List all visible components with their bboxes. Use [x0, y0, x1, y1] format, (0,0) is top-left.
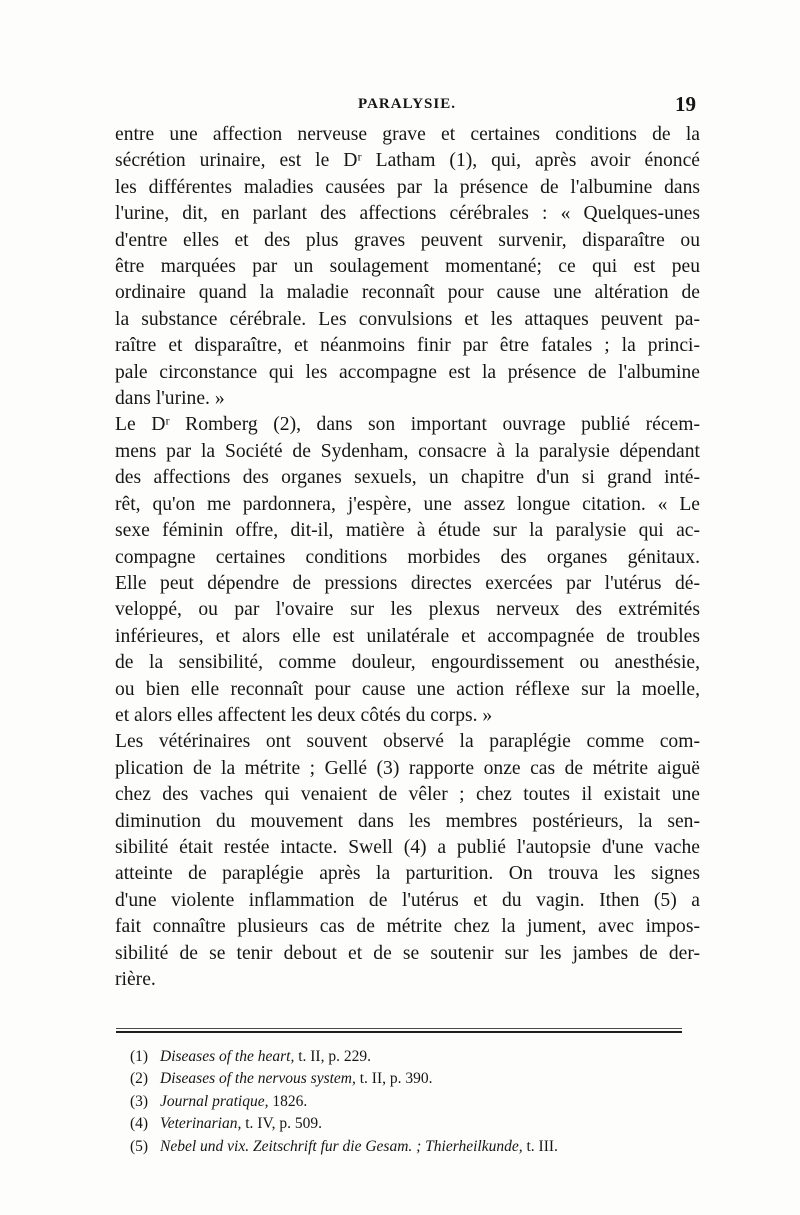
text-line: ou bien elle reconnaît pour cause une action réflexe sur la moelle, [115, 678, 700, 700]
text-line: d'une violente inflammation de l'utérus et du vagin. Ithen (5) a [115, 889, 700, 911]
footnote-title: Nebel und vix. Zeitschrift fur die Gesam. ; Thierheilkunde, [160, 1137, 523, 1155]
footnote-title: Diseases of the nervous system, [160, 1070, 356, 1088]
running-head [118, 92, 696, 120]
footnote-title: Veterinarian, [160, 1115, 242, 1133]
text-line: et alors elles affectent les deux côtés du corps. » [115, 704, 493, 726]
text-line: atteinte de paraplégie après la parturition. On trouva les signes [115, 863, 700, 885]
text-line: rière. [115, 969, 156, 990]
footnote [130, 1113, 690, 1135]
text-line: sécrétion urinaire, est le Dʳ Latham (1), qui, après avoir énoncé [115, 150, 700, 172]
text-line: entre une affection nerveuse grave et certaines conditions de la [115, 124, 700, 145]
text-line: Les vétérinaires ont souvent observé la paraplégie comme com- [115, 731, 700, 753]
text-line: chez des vaches qui venaient de vêler ; chez toutes il existait une [115, 784, 700, 806]
footnote-number: (5) [130, 1137, 149, 1155]
footnote-number: (3) [130, 1092, 149, 1110]
footnote-title: Journal pratique, [160, 1092, 269, 1110]
footnote [130, 1046, 690, 1068]
text-line: dans l'urine. » [115, 388, 225, 410]
page-number: 19 [675, 92, 696, 116]
running-head-title: PARALYSIE. [358, 96, 456, 112]
text-line: d'entre elles et des plus graves peuvent survenir, disparaître ou [115, 229, 700, 251]
footnote-reference: t. IV, p. 509. [241, 1115, 323, 1133]
footnote-reference: t. II, p. 390. [355, 1070, 433, 1088]
text-line: Le Dʳ Romberg (2), dans son important ouvrage publié récem- [115, 414, 700, 436]
footnote-number: (4) [130, 1115, 149, 1133]
text-line: sibilité de se tenir debout et de se soutenir sur les jambes de der- [115, 942, 700, 964]
footnote-divider-thick [116, 1031, 682, 1033]
text-line: plication de la métrite ; Gellé (3) rapporte onze cas de métrite aiguë [115, 757, 700, 779]
footnote-reference: t. II, p. 229. [294, 1048, 371, 1065]
text-line: mens par la Société de Sydenham, consacre à la paralysie dépendant [115, 440, 700, 462]
body-text [115, 122, 700, 993]
text-line: des affections des organes sexuels, un chapitre d'un si grand inté- [115, 467, 700, 489]
text-line: ordinaire quand la maladie reconnaît pour cause une altération de [115, 282, 700, 304]
footnote-divider-thin [116, 1028, 682, 1029]
footnote-number: (2) [130, 1070, 149, 1088]
text-line: raître et disparaître, et néanmoins finir par être fatales ; la princi- [115, 335, 700, 357]
text-line: rêt, qu'on me pardonnera, j'espère, une assez longue citation. « Le [115, 493, 700, 515]
text-line: Elle peut dépendre de pressions directes exercées par l'utérus dé- [115, 572, 700, 594]
text-line: compagne certaines conditions morbides des organes génitaux. [115, 546, 700, 568]
text-line: être marquées par un soulagement momentané; ce qui est peu [115, 256, 700, 278]
footnote [130, 1136, 690, 1158]
text-line: la substance cérébrale. Les convulsions et les attaques peuvent pa- [115, 308, 700, 330]
text-line: de la sensibilité, comme douleur, engourdissement ou anesthésie, [115, 652, 700, 674]
footnote-reference: 1826. [268, 1092, 308, 1110]
footnote-reference: t. III. [522, 1137, 558, 1155]
text-line: inférieures, et alors elle est unilatérale et accompagnée de troubles [115, 625, 700, 647]
text-line: diminution du mouvement dans les membres postérieurs, la sen- [115, 810, 700, 832]
footnote-number: (1) [130, 1048, 149, 1065]
footnotes [130, 1046, 690, 1158]
text-line: les différentes maladies causées par la présence de l'albumine dans [115, 176, 700, 198]
text-line: fait connaître plusieurs cas de métrite chez la jument, avec impos- [115, 916, 700, 938]
footnote [130, 1068, 690, 1090]
text-line: sibilité était restée intacte. Swell (4) a publié l'autopsie d'une vache [115, 836, 700, 858]
text-line: l'urine, dit, en parlant des affections cérébrales : « Quelques-unes [115, 203, 700, 225]
footnote [130, 1091, 690, 1113]
text-line: sexe féminin offre, dit-il, matière à étude sur la paralysie qui ac- [115, 520, 700, 542]
text-line: veloppé, ou par l'ovaire sur les plexus nerveux des extrémités [115, 599, 700, 621]
footnote-title: Diseases of the heart, [160, 1048, 295, 1065]
text-line: pale circonstance qui les accompagne est la présence de l'albumine [115, 361, 700, 383]
